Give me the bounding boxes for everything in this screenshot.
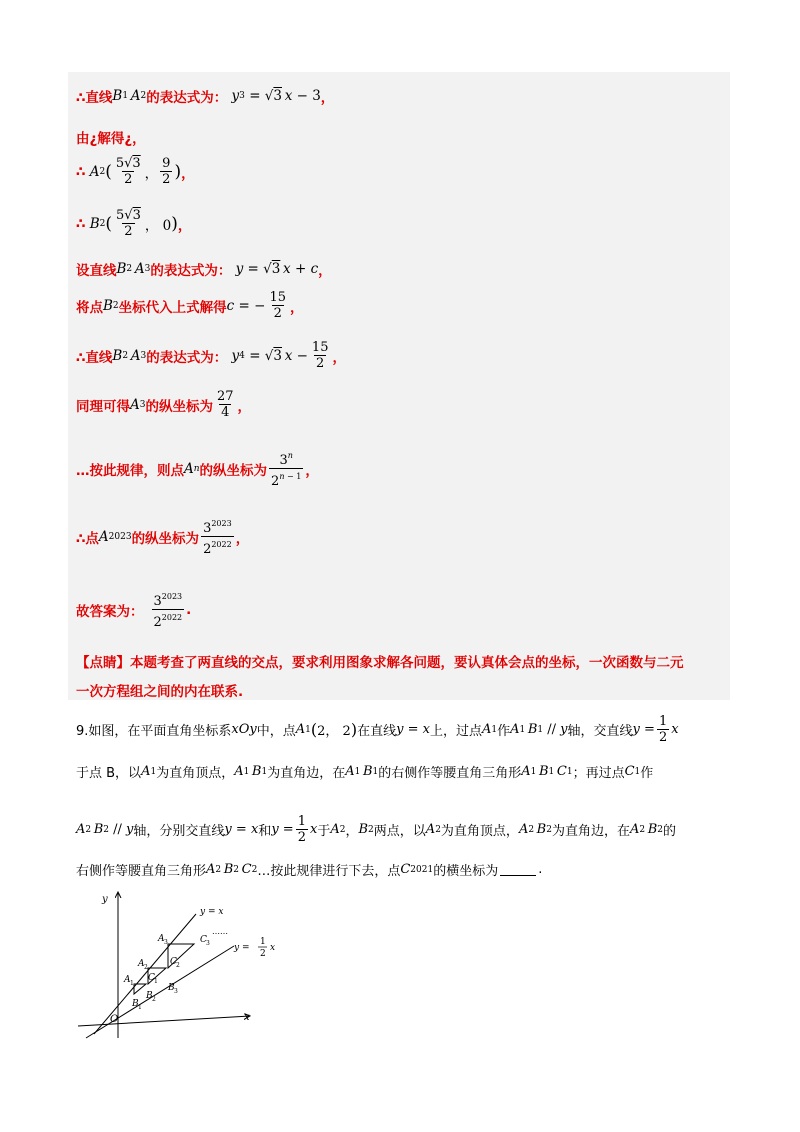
solution-line-1: ∴直线 B 1 A 2 的表达式为： y 3 = √3 x − 3 ， [76, 88, 335, 106]
text: ， [181, 165, 195, 182]
label-A1-sub: 1 [130, 980, 134, 987]
label-C1: C [148, 973, 155, 983]
text: 轴，交直线 [567, 724, 633, 739]
text: 一次方程组之间的内在联系. [76, 684, 244, 700]
label-A3-sub: 3 [164, 939, 168, 946]
text: ， [305, 462, 319, 479]
text: 【点睛】本题考查了两直线的交点，要求利用图象求解各问题，要认真体会点的坐标，一次函数与二元 [76, 655, 684, 671]
text: 的纵坐标为 [131, 530, 200, 547]
label-A3: A [158, 934, 165, 944]
x-axis-label: x [244, 1012, 250, 1023]
text: 在直线 [357, 724, 397, 739]
text: . [538, 862, 543, 877]
text: ∴点 [76, 530, 99, 547]
text: 为直角边，在 [267, 766, 346, 781]
text: 的纵坐标为 [199, 462, 268, 479]
text: ∴直线 [76, 90, 113, 106]
question-line-2: 于点 B，以 A 1 为直角顶点， A 1 B 1 为直角边，在 A 1 B 1 的右侧作等腰直角三角形 A 1 B 1 C 1 ；再过点 C 1 作 [76, 764, 654, 781]
text: 将点 [76, 299, 103, 316]
text: ∴ [76, 163, 86, 180]
line2-label-post: x [270, 943, 276, 953]
solution-line-2 [76, 127, 146, 147]
text: 为直角顶点， [440, 824, 519, 839]
text: ， [320, 90, 335, 106]
text: 的横坐标为 [433, 864, 499, 879]
solution-line-6: 将点 B 2 坐标代入上式解得 c = − $\frac{15}{2}$ ， [76, 290, 304, 321]
solution-line-3: ∴ A 2 ( $\frac{5√3}{2}$ ， $\frac{9}{2}$ ) ， [76, 156, 195, 187]
line1-label: y = x [200, 907, 224, 917]
y-axis-label: y [102, 894, 108, 905]
line2-label-num: 1 [260, 937, 266, 947]
text: 作 [640, 766, 654, 781]
text: 于 [317, 824, 331, 839]
label-B2-sub: 2 [152, 996, 156, 1003]
question-line-1: 9.如图，在平面直角坐标系 xOy 中，点 A 1 ( 2， 2 ) 在直线 y = x 上，过点 A 1 作 A 1 B 1 // y 轴，交直线 y = $\frac{1}{2}$ x [76, 714, 679, 745]
text: 为直角边，在 [551, 824, 630, 839]
text: 右侧作等腰直角三角形 [76, 864, 207, 879]
text: 于点 B，以 [76, 766, 142, 781]
text: ∴ [76, 215, 86, 232]
solution-line-5: 设直线 B 2 A 3 的表达式为： y = √3 x + c ， [76, 261, 332, 279]
line2-label-pre: y = [234, 943, 250, 953]
text: 的表达式为： [150, 263, 232, 279]
text: ；再过点 [572, 766, 625, 781]
label-C3: C [200, 935, 207, 945]
text: ， [177, 217, 192, 234]
label-A2: A [138, 959, 145, 969]
solution-line-10: ∴点 A 2023 的纵坐标为 $\frac{3^{2023}}{2^{2022}}$ ， [76, 519, 250, 557]
comment-line-1 [76, 651, 684, 671]
text: 的右侧作等腰直角三角形 [378, 766, 522, 781]
solution-line-9: …按此规律，则点 A n 的纵坐标为 $\frac{3^n}{2^{n - 1}}$ ， [76, 451, 319, 489]
text: 由¿解得¿， [76, 131, 146, 147]
question-line-4: 右侧作等腰直角三角形 A 2 B 2 C 2 …按此规律进行下去，点 C 2021 的横坐标为 . [76, 862, 543, 879]
text: 9.如图，在平面直角坐标系 [76, 724, 232, 739]
text: ， [237, 398, 252, 415]
text: 的表达式为： [146, 349, 228, 366]
line2-label-den: 2 [260, 949, 266, 959]
solution-line-4: ∴ B 2 ( $\frac{5√3}{2}$ ， 0 ) ， [76, 208, 192, 239]
x-axis [78, 1016, 250, 1026]
label-C1-sub: 1 [154, 978, 158, 985]
text: 两点，以 [373, 824, 426, 839]
ellipsis: …… [212, 927, 228, 936]
text: 中，点 [256, 724, 296, 739]
text: …按此规律，则点 [76, 462, 184, 479]
label-B2: B [146, 991, 153, 1001]
text: 的纵坐标为 [145, 398, 213, 415]
text: ∴直线 [76, 349, 113, 366]
geometry-figure [72, 886, 292, 1046]
origin-label: O [110, 1014, 119, 1025]
text: 和 [258, 824, 272, 839]
label-B1: B [132, 999, 139, 1009]
line-y-eq-half-x [86, 946, 234, 1038]
comment-line-2 [76, 680, 243, 700]
text: 同理可得 [76, 398, 130, 415]
text: ， [235, 530, 250, 547]
solution-line-8: 同理可得 A 3 的纵坐标为 $\frac{27}{4}$ ， [76, 389, 252, 420]
label-B3: B [168, 983, 175, 993]
label-C3-sub: 3 [206, 940, 210, 947]
text: 作 [497, 724, 511, 739]
text: ， [345, 824, 359, 839]
label-A1: A [124, 975, 131, 985]
label-B3-sub: 3 [174, 988, 178, 995]
text: 设直线 [76, 263, 117, 279]
text: 故答案为： [76, 603, 144, 620]
text: ， [332, 349, 346, 366]
text: ， [318, 263, 332, 279]
label-C2: C [170, 957, 177, 967]
question-line-3: A 2 B 2 // y 轴，分别交直线 y = x 和 y = $\frac{1}{2}$ x 于 A 2 ， B 2 两点，以 A 2 为直角顶点， A 2 B 2 为直角边，在 A 2 B 2 的 [76, 814, 676, 845]
label-A2-sub: 2 [144, 964, 148, 971]
solution-line-11: 故答案为： $\frac{3^{2023}}{2^{2022}}$ . [76, 592, 192, 630]
text: 坐标代入上式解得 [118, 299, 227, 316]
label-C2-sub: 2 [176, 962, 180, 969]
text: 的 [662, 824, 676, 839]
text: 的表达式为： [146, 90, 228, 106]
text: 轴，分别交直线 [133, 824, 225, 839]
line2-label [233, 937, 275, 959]
text: ， [289, 299, 304, 316]
answer-blank[interactable] [500, 863, 536, 876]
text: 上，过点 [429, 724, 482, 739]
label-B1-sub: 1 [138, 1004, 142, 1011]
solution-line-7: ∴直线 B 2 A 3 的表达式为： y 4 = √3 x − $\frac{15}{2}$ ， [76, 340, 346, 371]
text: …按此规律进行下去，点 [257, 864, 401, 879]
text: . [186, 601, 192, 618]
text: 为直角顶点， [156, 766, 235, 781]
